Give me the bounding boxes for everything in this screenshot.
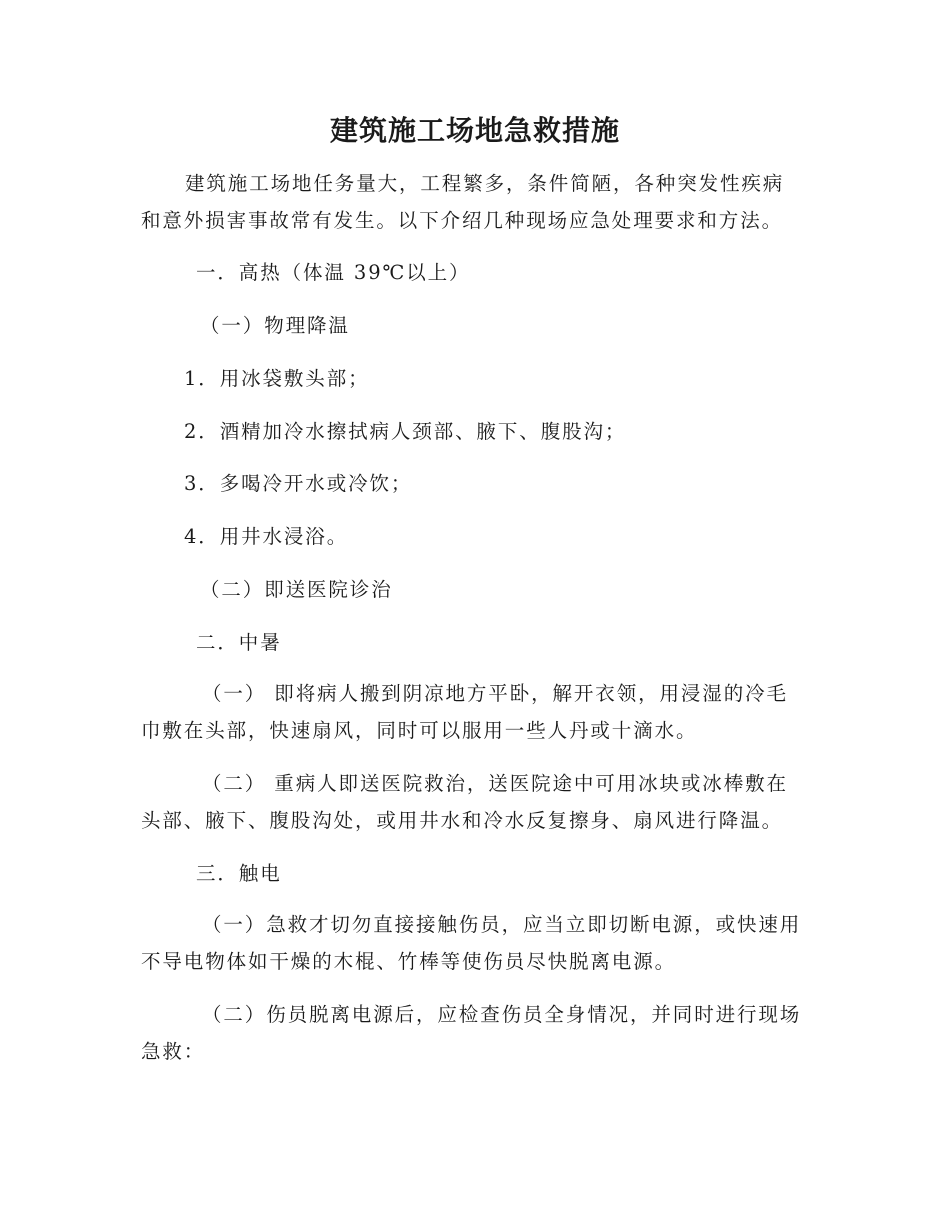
list-item-4: 4．用井水浸浴。 [184, 525, 349, 548]
section-3-p2-line-1: （二）伤员脱离电源后，应检查伤员全身情况，并同时进行现场 [202, 1003, 802, 1026]
document-title: 建筑施工场地急救措施 [329, 114, 620, 147]
section-2-paragraph-1 [141, 675, 809, 749]
list-item-3: 3．多喝冷开水或冷饮； [184, 472, 413, 495]
section-1-heading: 一．高热（体温 39℃以上） [196, 261, 471, 284]
section-3-p1-line-2: 不导电物体如干燥的木棍、竹棒等使伤员尽快脱离电源。 [141, 950, 677, 973]
section-3-paragraph-1 [141, 906, 809, 980]
intro-line-1: 建筑施工场地任务量大，工程繁多，条件简陋，各种突发性疾病 [185, 172, 785, 195]
section-3-p1-line-1: （一）急救才切勿直接接触伤员，应当立即切断电源，或快速用 [202, 913, 802, 936]
list-item-1: 1．用冰袋敷头部； [184, 367, 370, 390]
intro-paragraph [141, 165, 809, 239]
section-2-heading: 二．中暑 [196, 631, 282, 654]
section-2-paragraph-2 [141, 765, 809, 839]
section-2-p1-line-1: （一） 即将病人搬到阴凉地方平卧，解开衣领，用浸湿的冷毛 [202, 682, 788, 705]
section-3-paragraph-2 [141, 996, 809, 1070]
section-2-p1-line-2: 巾敷在头部，快速扇风，同时可以服用一些人丹或十滴水。 [141, 719, 698, 742]
intro-line-2: 和意外损害事故常有发生。以下介绍几种现场应急处理要求和方法。 [141, 209, 784, 232]
section-2-p2-line-2: 头部、腋下、腹股沟处，或用井水和冷水反复擦身、扇风进行降温。 [141, 809, 784, 832]
section-1-sub-1-heading: （一）物理降温 [200, 314, 350, 337]
section-3-p2-line-2: 急救： [141, 1040, 206, 1063]
section-3-heading: 三．触电 [196, 862, 282, 885]
section-2-p2-line-1: （二） 重病人即送医院救治，送医院途中可用冰块或冰棒敷在 [202, 772, 788, 795]
list-item-2: 2．酒精加冷水擦拭病人颈部、腋下、腹股沟； [184, 420, 627, 443]
section-1-sub-2-heading: （二）即送医院诊治 [200, 578, 393, 601]
